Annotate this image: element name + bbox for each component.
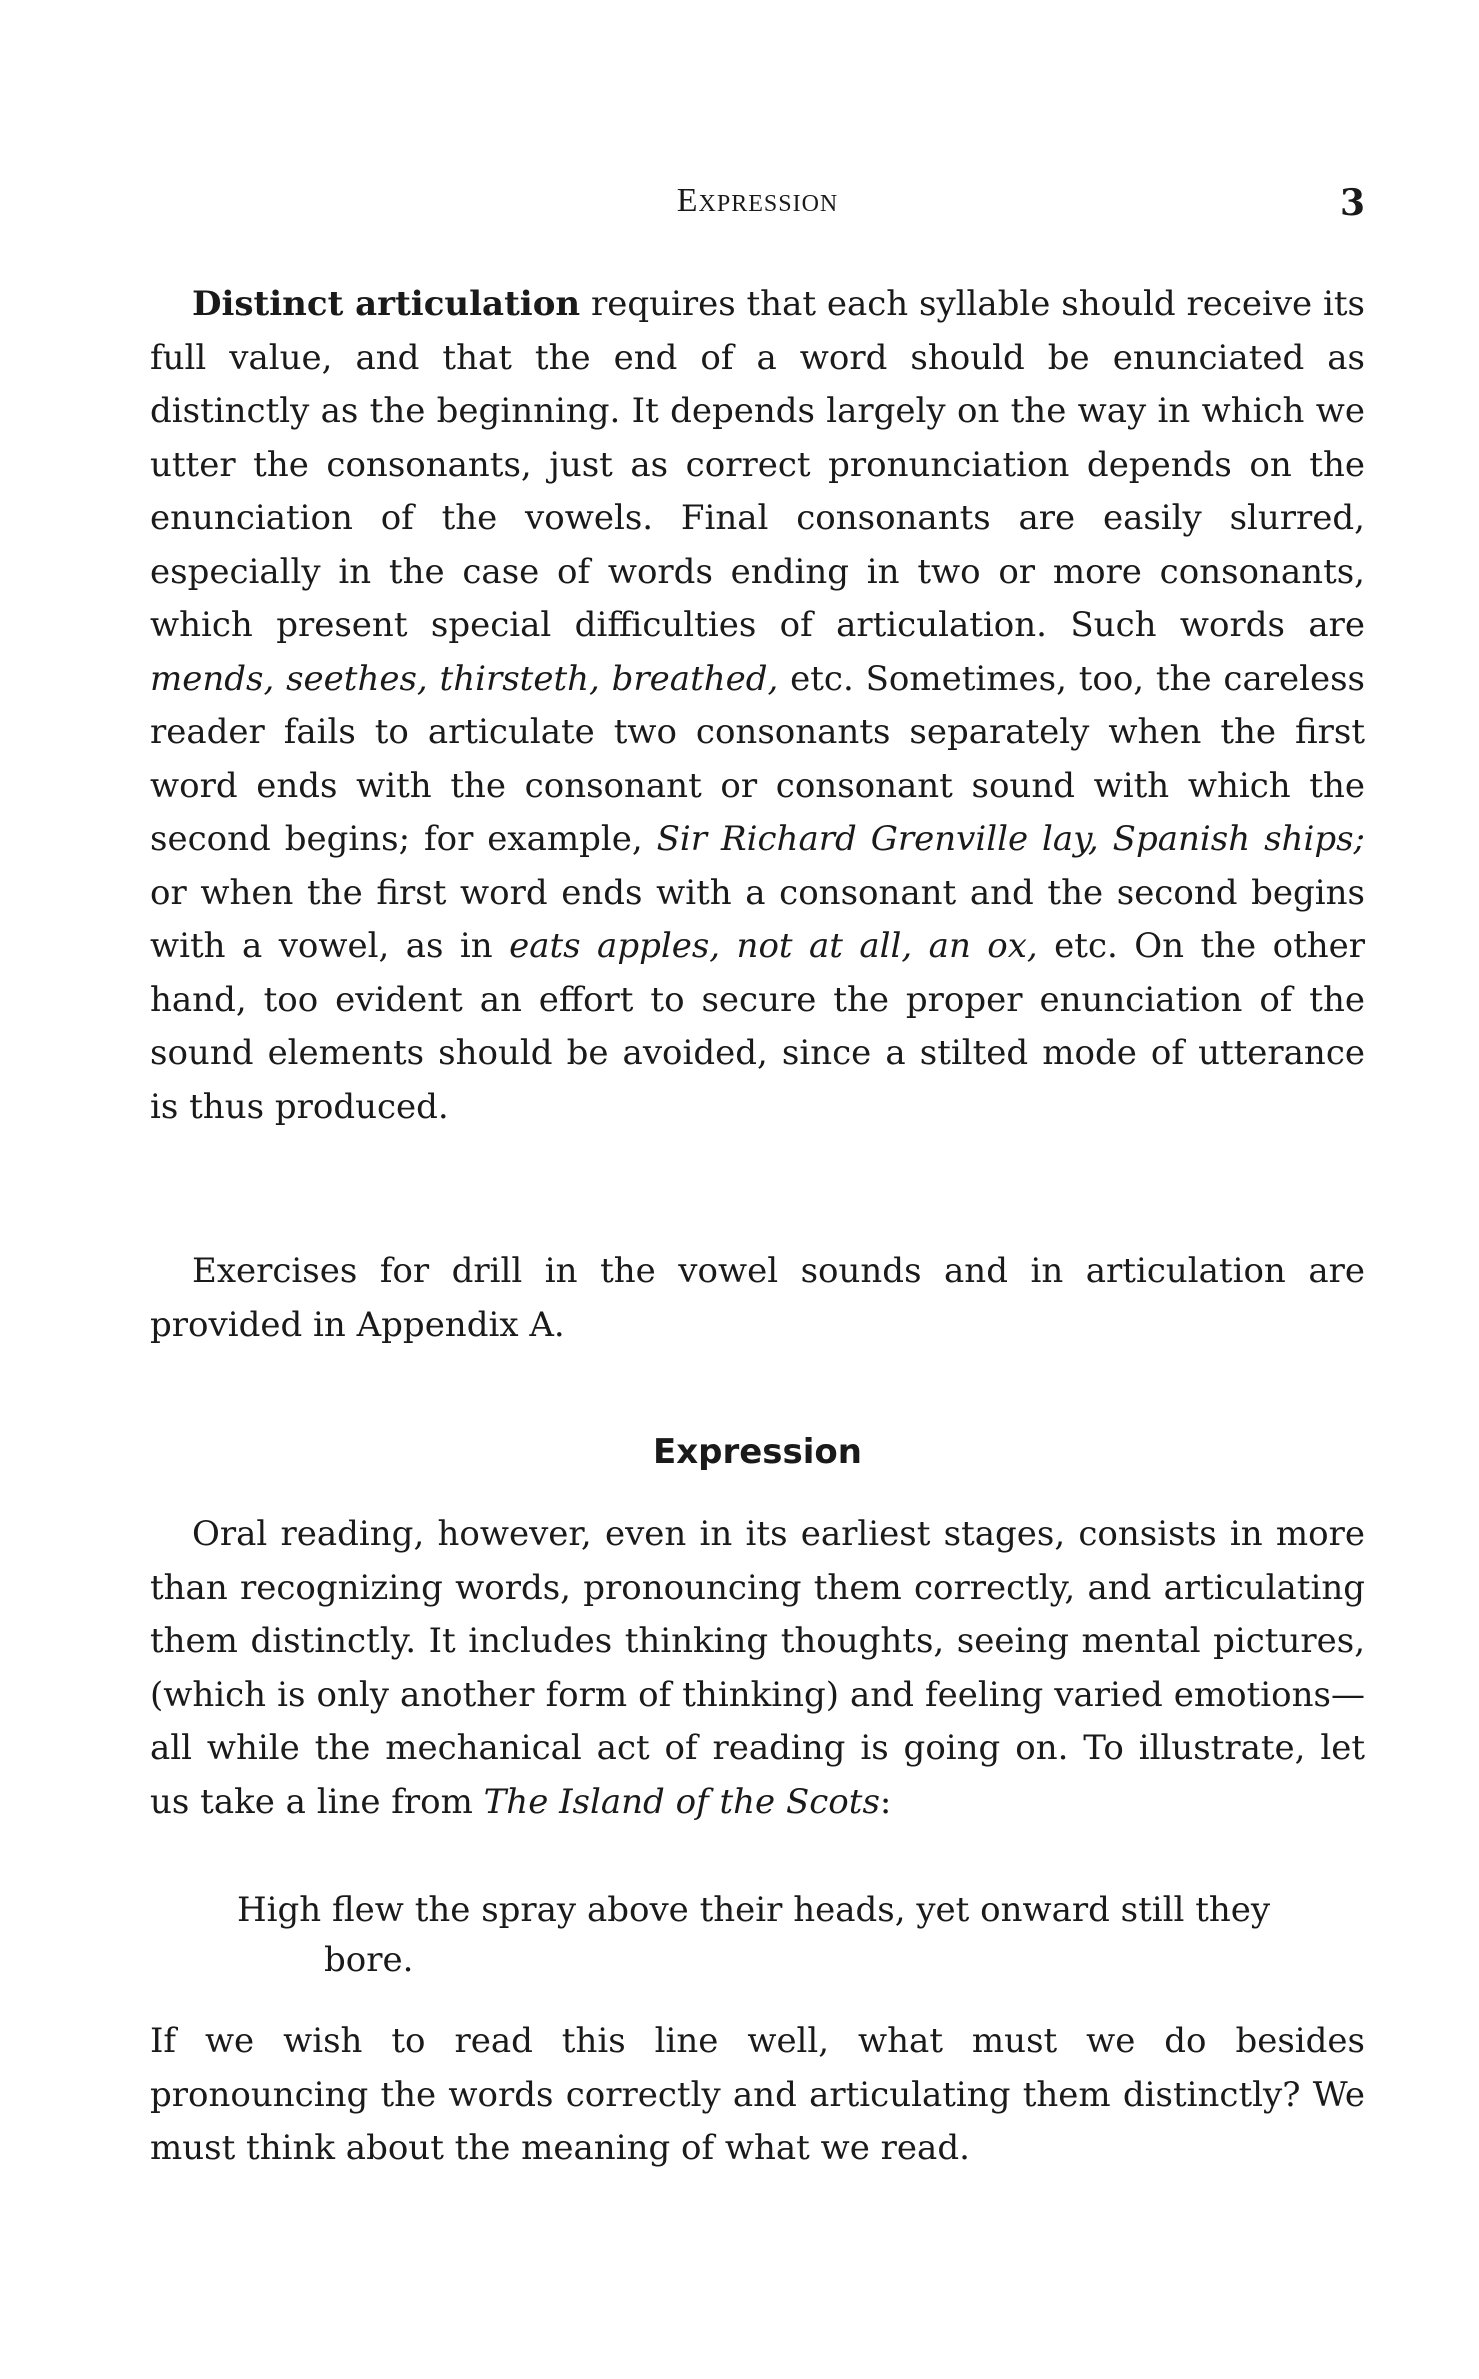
page-number: 3 [1339,182,1365,224]
book-page [150,0,1365,2379]
paragraph-text: requires that each syllable should receive its full value, and that the end of a word should be enunciated as distinctly as the beginning. It depends largely on the way in which we utter the consonants, just as correct pronunciation depends on the enunciation of the vowels. Final consonants are easily slurred, especially in the case of words ending in two or more consonants, which present special difficulties of articulation. Such words are [150,284,1365,645]
cited-title: The Island of the Scots [483,1781,880,1822]
example-phrase: eats apples, not at all, an ox, [509,926,1038,966]
term-distinct-articulation: Distinct articulation [192,284,581,324]
paragraph-text: etc. Sometimes, too, the careless reader fails to articulate two consonants separately when the first word ends with the consonant or consonant sound with which the second begins; for example, [150,658,1366,859]
paragraph-exercises: Exercises for drill in the vowel sounds and in articulation are provided in Appendix A. [150,1251,1365,1345]
paragraph-text: : [879,1781,892,1822]
paragraph-articulation [150,278,1365,1134]
running-head [150,182,1365,232]
example-phrase: Sir Richard Grenville lay, Spanish ships; [656,819,1365,859]
example-words: mends, seethes, thirsteth, breathed, [150,658,779,699]
paragraph-text: Oral reading, however, even in its earliest stages, consists in more than recognizing words, pronouncing them correctly, and articulating them distinctly. It includes thinking thoughts, seeing mental pictures, (which is only another form of thinking) and feeling varied emotions—all while the mechanical act of reading is going on. To illustrate, let us take a line from [150,1514,1365,1822]
verse-quotation: High flew the spray above their heads, yet onward still they bore. [237,1890,1271,1980]
paragraph-text: etc. On the other hand, too evident an effort to secure the proper enunciation of the sound elements should be avoided, since a stilted mode of utterance is thus produced. [150,926,1365,1127]
paragraph-oral-reading [150,1508,1365,1829]
paragraph-reading-well: If we wish to read this line well, what must we do besides pronouncing the words correctly and articulating them distinctly? We must think about the meaning of what we read. [150,2021,1365,2168]
section-heading: Expression [652,1432,862,1472]
paragraph-text: or when the first word ends with a consonant and the second begins with a vowel, as in [150,872,1365,966]
running-title: Expression [676,182,839,219]
